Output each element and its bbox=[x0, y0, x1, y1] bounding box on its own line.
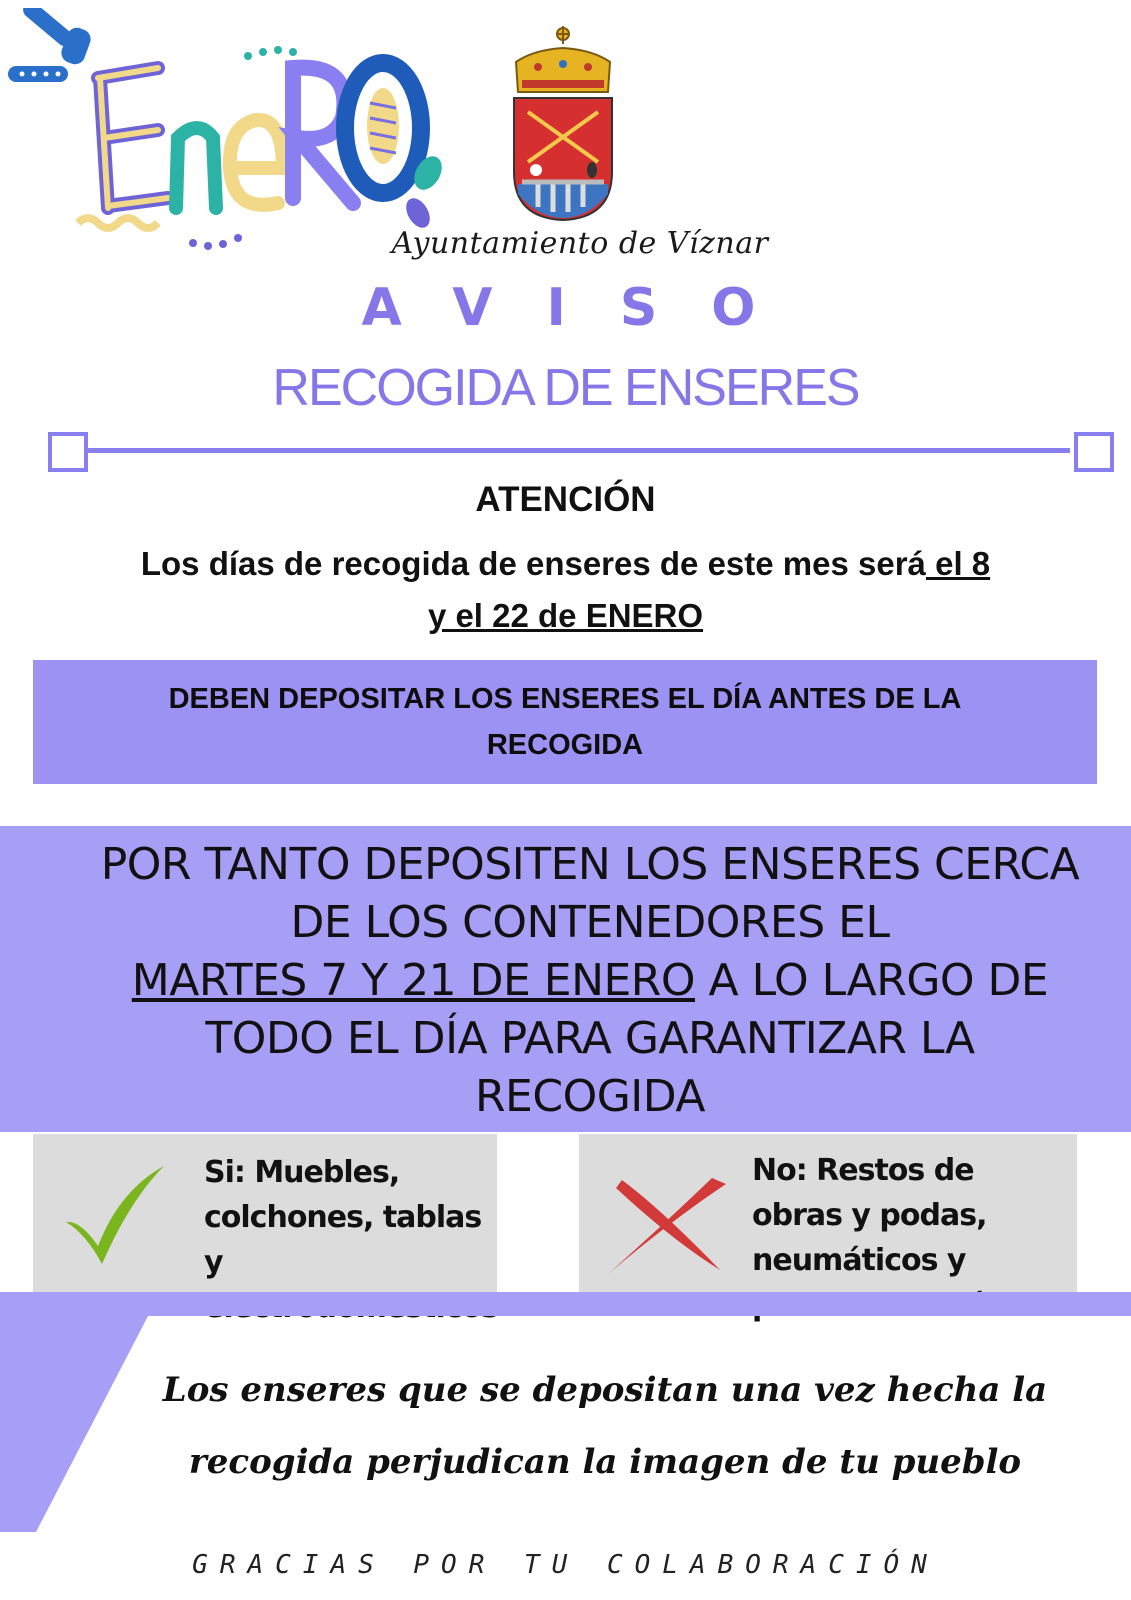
notice-title: AVISO bbox=[361, 278, 810, 338]
reminder-text: Los enseres que se depositan una vez hecha la recogida perjudican la imagen de tu pueblo bbox=[162, 1370, 1048, 1482]
thanks-text: GRACIAS POR TU COLABORACIÓN bbox=[192, 1550, 939, 1580]
divider-square-left bbox=[48, 432, 88, 472]
enero-logo bbox=[8, 8, 448, 253]
dates-prefix: Los días de recogida de enseres de este mes será bbox=[140, 545, 926, 582]
divider-square-right bbox=[1074, 432, 1114, 472]
check-icon bbox=[60, 1160, 170, 1270]
dates-underlined-second: y el 22 de ENERO bbox=[427, 597, 704, 634]
deposit-banner-text: DEBEN DEPOSITAR LOS ENSERES EL DÍA ANTES DE LA RECOGIDA bbox=[168, 683, 962, 761]
deposit-banner bbox=[33, 660, 1097, 784]
cross-icon bbox=[602, 1170, 732, 1280]
instructions-text bbox=[90, 836, 1090, 1126]
attention-heading: ATENCIÓN bbox=[475, 480, 656, 519]
forbidden-items-text: No: Restos de obras y podas, neumáticos y bbox=[752, 1153, 987, 1278]
instructions-part1: POR TANTO DEPOSITEN LOS ENSERES CERCA DE LOS CONTENEDORES EL bbox=[100, 839, 1080, 948]
coat-of-arms-icon bbox=[508, 22, 618, 222]
notice-subtitle: RECOGIDA DE ENSERES bbox=[272, 359, 859, 417]
municipality-name: Ayuntamiento de Víznar bbox=[391, 226, 769, 261]
collection-dates-paragraph bbox=[60, 538, 1071, 642]
instructions-dates: MARTES 7 Y 21 DE ENERO bbox=[131, 955, 695, 1006]
dates-underlined-first: el 8 bbox=[925, 545, 991, 582]
allowed-items-text: Si: Muebles, colchones, tablas y bbox=[204, 1155, 482, 1280]
divider-line bbox=[80, 448, 1070, 453]
instructions-part2: A LO LARGO DE TODO EL DÍA PARA GARANTIZAR LA RECOGIDA bbox=[205, 955, 1049, 1122]
